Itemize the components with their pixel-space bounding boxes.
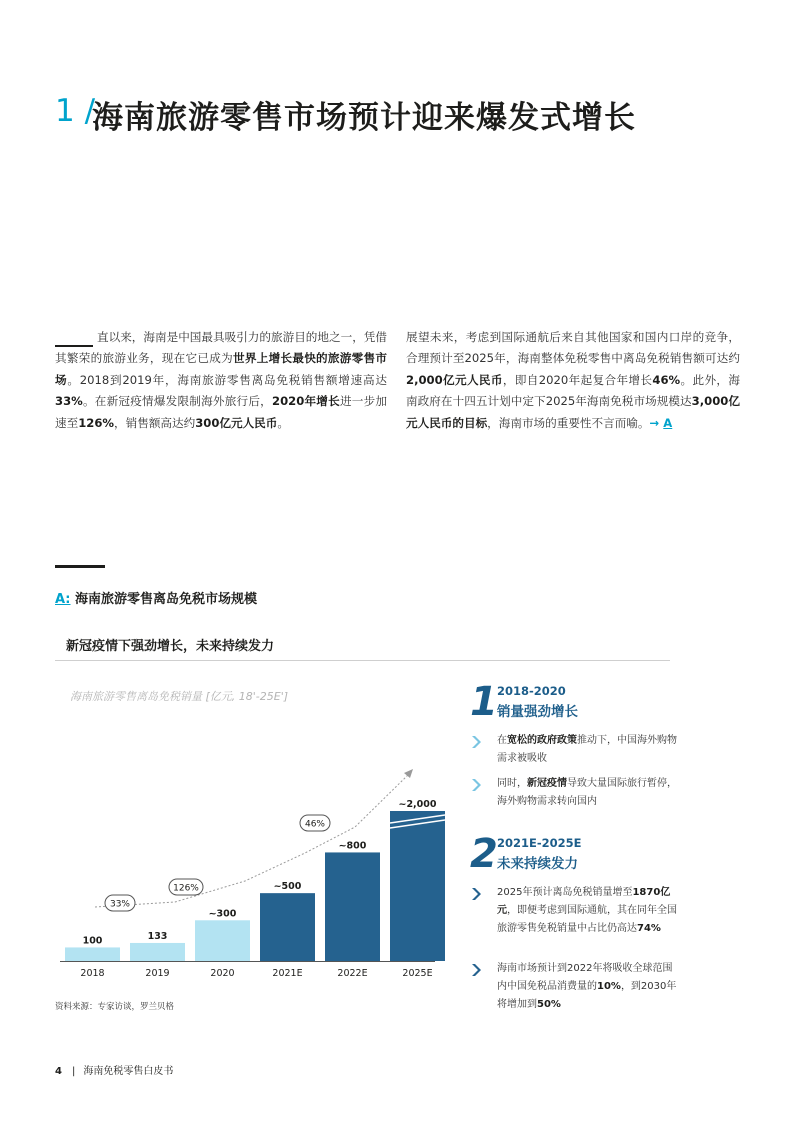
text-run: 50% <box>537 999 561 1010</box>
text-run: 33% <box>55 394 83 409</box>
growth-label-2: 126% <box>173 883 199 894</box>
source-note: 资料来源：专家访谈，罗兰贝格 <box>55 1002 175 1012</box>
phase-2-bullet-2 <box>497 960 677 1014</box>
tick-label-2018: 2018 <box>80 968 105 979</box>
text-run: 126% <box>78 415 115 430</box>
arrow-right-icon: → <box>649 415 660 430</box>
exhibit-subtitle: 新冠疫情下强劲增长，未来持续发力 <box>66 639 275 654</box>
tick-label-2020: 2020 <box>210 968 235 979</box>
text-run: 2020年增长 <box>272 394 340 409</box>
chart-caption: 海南旅游零售离岛免税销量 [亿元, 18'-25E'] <box>70 690 289 703</box>
text-run: 新冠疫情 <box>527 778 567 789</box>
section-number: 1 / <box>55 93 96 129</box>
phase-1-title: 销量强劲增长 <box>497 704 578 720</box>
text-run: 。此外，海南政府在十四五计划中定下2025年海南免税市场规模达 <box>406 372 740 409</box>
text-run: 在 <box>497 735 507 746</box>
text-run: 海南市场预计到2022年将吸收全球范围内中国免税品消费量的 <box>497 963 673 992</box>
text-run: 。2018到2019年，海南旅游零售离岛免税销售额增速高达 <box>67 372 387 387</box>
exhibit-title <box>55 588 257 607</box>
phase-2-number: 2 <box>470 831 498 877</box>
section-rule <box>55 565 105 568</box>
data-label-2022E: ~800 <box>338 840 367 852</box>
text-run: 3,000亿元人民币的目标 <box>406 394 740 430</box>
tick-label-2022E: 2022E <box>337 968 368 979</box>
data-label-2019: 133 <box>147 930 168 942</box>
intro-paragraph-right-text <box>406 330 740 430</box>
growth-label-3: 46% <box>304 819 326 830</box>
text-run: ，到2030年将增加到 <box>497 981 677 1010</box>
data-label-2021E: ~500 <box>273 881 302 893</box>
tick-label-2025E: 2025E <box>402 968 433 979</box>
document-title: 海南免税零售白皮书 <box>83 1066 174 1077</box>
text-run: 46% <box>652 372 681 387</box>
phase-1-bullet-1 <box>497 732 677 768</box>
text-run: ，即便考虑到国际通航，其在同年全国旅游零售免税销量中占比仍高达 <box>497 905 677 934</box>
chevron-right-icon <box>470 735 484 749</box>
growth-label-1: 33% <box>109 899 131 910</box>
page-title: 海南旅游零售市场预计迎来爆发式增长 <box>92 100 636 136</box>
chevron-right-icon <box>470 887 484 901</box>
text-run: 74% <box>637 923 661 934</box>
bar-2020 <box>195 920 250 961</box>
chevron-right-icon <box>470 778 484 792</box>
phase-1-bullet-2 <box>497 775 677 811</box>
bar-2019 <box>130 943 185 961</box>
text-run: ，销售额高达约 <box>114 415 196 430</box>
exhibit-title-text: 海南旅游零售离岛免税市场规模 <box>75 592 258 607</box>
text-run: 进一步加速至 <box>55 394 387 430</box>
text-run: 推动下，中国海外购物需求被吸收 <box>497 735 677 764</box>
text-run: 10% <box>597 981 621 992</box>
tick-label-2019: 2019 <box>145 968 170 979</box>
text-run: ，即自2020年起复合年增长 <box>502 372 653 387</box>
text-run: 2025年预计离岛免税销量增至 <box>497 887 633 898</box>
footer-separator: | <box>71 1066 76 1077</box>
data-label-2025E: ~2,000 <box>398 799 437 810</box>
intro-paragraph-left <box>55 327 387 434</box>
text-run: 宽松的政府政策 <box>507 735 577 746</box>
text-run: 。 <box>277 415 289 430</box>
text-run: 导致大量国际旅行暂停，海外购物需求转向国内 <box>497 778 677 807</box>
phase-2-years: 2021E-2025E <box>497 836 582 850</box>
data-label-2020: ~300 <box>208 908 237 920</box>
phase-2-bullet-1 <box>497 884 677 938</box>
text-run: 。在新冠疫情爆发限制海外旅行后， <box>82 394 272 409</box>
page-footer <box>55 1062 173 1077</box>
bar-2025E <box>390 811 445 961</box>
subtitle-rule <box>55 660 670 661</box>
intro-paragraph-right <box>406 327 740 434</box>
text-run: 2,000亿元人民币 <box>406 372 503 387</box>
exhibit-label: A: <box>55 592 71 607</box>
phase-1-years: 2018-2020 <box>497 684 566 698</box>
phase-1-number: 1 <box>470 679 498 725</box>
tick-label-2021E: 2021E <box>272 968 303 979</box>
text-run: 300亿元人民币 <box>195 415 278 430</box>
trend-arrow-head <box>404 769 413 778</box>
text-run: 1870亿元 <box>497 887 671 916</box>
text-run: 直以来，海南是中国最具吸引力的旅游目的地之一，凭借其繁荣的旅游业务，现在它已成为 <box>55 330 387 366</box>
sales-bar-chart <box>55 755 445 985</box>
text-run: ，海南市场的重要性不言而喻。 <box>487 415 650 430</box>
text-run: 同时， <box>497 778 527 789</box>
page-number: 4 <box>55 1066 62 1077</box>
phase-2-title: 未来持续发力 <box>497 856 578 872</box>
text-run: 展望未来，考虑到国际通航后来自其他国家和国内口岸的竞争，合理预计至2025年，海南整体免税零售中离岛免税销售额可达约 <box>406 330 740 366</box>
data-label-2018: 100 <box>82 935 103 947</box>
text-run: 世界上增长最快的旅游零售市场 <box>55 351 387 387</box>
bar-2022E <box>325 852 380 961</box>
bar-2018 <box>65 947 120 961</box>
chevron-right-icon <box>470 963 484 977</box>
bar-2021E <box>260 893 315 961</box>
exhibit-link[interactable] <box>650 416 673 430</box>
exhibit-link-label: A <box>663 415 673 430</box>
